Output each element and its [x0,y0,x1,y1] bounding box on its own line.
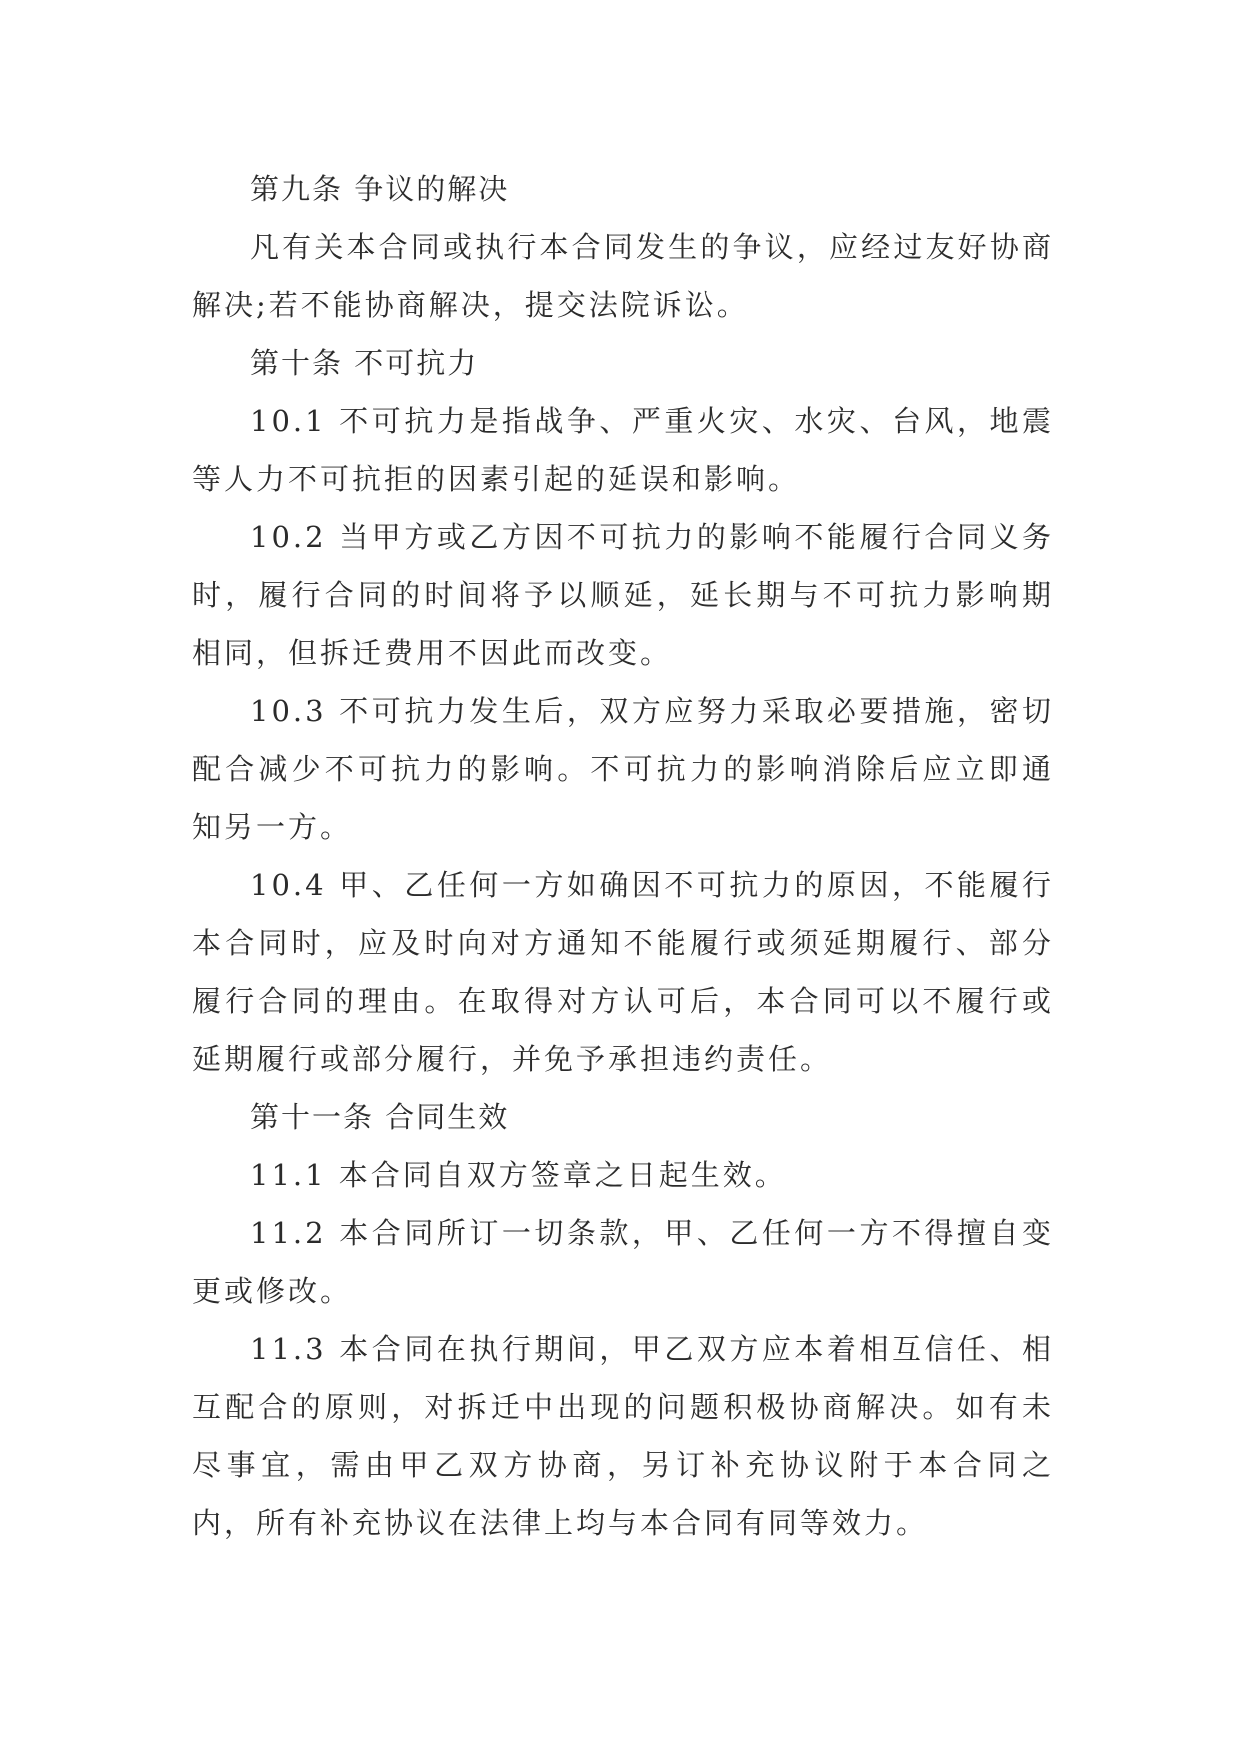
article-11-heading: 第十一条 合同生效 [250,1100,510,1134]
clause-11-3: 11.3 本合同在执行期间，甲乙双方应本着相互信任、相互配合的原则，对拆迁中出现的问题积极协商解决。如有未尽事宜，需由甲乙双方协商，另订补充协议附于本合同之内，所有补充协议在法律上均与本合同有同等效力。 [192,1332,1054,1540]
document-body [192,160,1054,1552]
clause-10-3: 10.3 不可抗力发生后，双方应努力采取必要措施，密切配合减少不可抗力的影响。不可抗力的影响消除后应立即通知另一方。 [192,694,1054,844]
clause-10-1: 10.1 不可抗力是指战争、严重火灾、水灾、台风，地震等人力不可抗拒的因素引起的延误和影响。 [192,404,1054,496]
clause-10-2: 10.2 当甲方或乙方因不可抗力的影响不能履行合同义务时，履行合同的时间将予以顺延，延长期与不可抗力影响期相同，但拆迁费用不因此而改变。 [192,520,1054,670]
article-9-heading: 第九条 争议的解决 [250,172,510,206]
article-9-body: 凡有关本合同或执行本合同发生的争议，应经过友好协商解决;若不能协商解决，提交法院诉讼。 [192,230,1054,322]
clause-11-2: 11.2 本合同所订一切条款，甲、乙任何一方不得擅自变更或修改。 [192,1216,1054,1308]
clause-10-4: 10.4 甲、乙任何一方如确因不可抗力的原因，不能履行本合同时，应及时向对方通知不能履行或须延期履行、部分履行合同的理由。在取得对方认可后，本合同可以不履行或延期履行或部分履行，并免予承担违约责任。 [192,868,1054,1076]
clause-11-1: 11.1 本合同自双方签章之日起生效。 [250,1158,787,1192]
article-10-heading: 第十条 不可抗力 [250,346,479,380]
